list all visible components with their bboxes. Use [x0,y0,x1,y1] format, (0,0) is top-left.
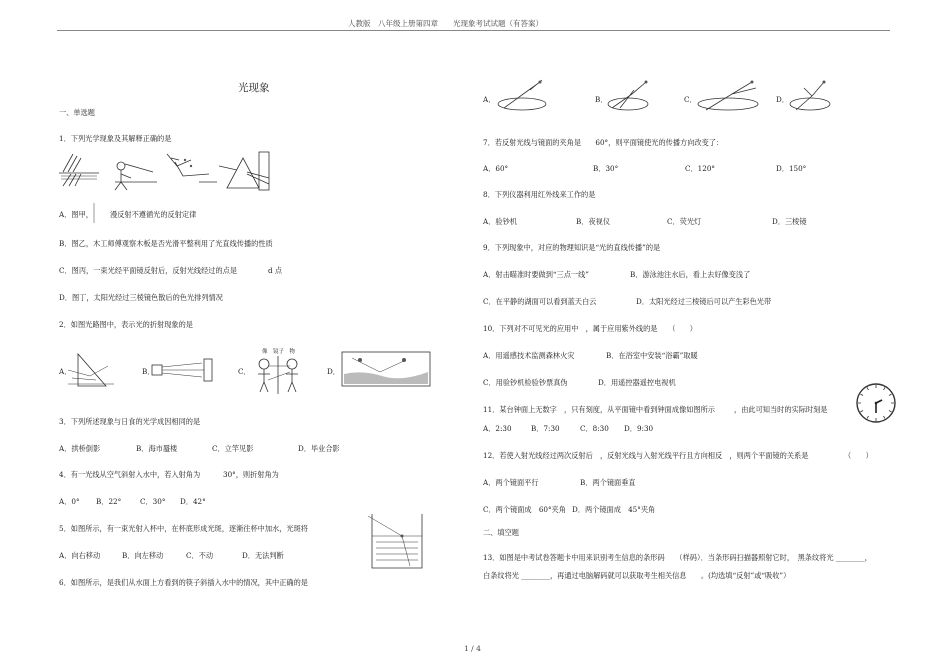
q6-option-d: D． [776,95,789,104]
q4-option-b: B．22° [96,497,122,506]
q5-option-a: A．向右移动 [59,551,101,560]
q10-option-d: D．用遥控器遥控电视机 [598,378,676,387]
q1-option-c-post: d 点 [268,266,283,275]
q13-line2: 白条纹将光 ________，再通过电脑解码就可以获取考生相关信息 。(均选填“反射”或“吸收”） [483,571,791,580]
q2-option-a: A． [59,367,72,376]
q7-option-b: B．30° [593,164,619,173]
q6-option-a: A． [483,95,496,104]
q10-option-a: A．用遥感技术监测森林火灾 [483,351,575,360]
q5-stem: 5．如图所示，有一束光射入杯中，在杯底形成光斑，逐渐往杯中加水，光斑将 [59,524,308,533]
q9-option-b: B．游泳池注水后，看上去好像变浅了 [630,270,751,279]
q5-option-b: B．向左移动 [122,551,164,560]
q7-stem: 7．若反射光线与镜面的夹角是 60°，则平面镜使光的传播方向改变了： [483,138,724,147]
q1-option-b: B．图乙，木工师傅观察木板是否光滑平整利用了光直线传播的性质 [59,239,273,248]
q9-stem: 9．下列现象中，对应的物理知识是“光的直线传播”的是 [483,243,661,252]
page-header: 人教版 八年级上册第四章 光现象考试试题（有答案） [348,19,543,28]
q10-option-c: C．用验钞机检验钞票真伪 [483,378,568,387]
q1-option-c-pre: C．图丙，一束光经平面镜反射后，反射光线经过的点是 [59,266,238,275]
q9-option-a: A．射击瞄准时要做到“三点一线” [483,270,589,279]
q11-stem-b: ，由此可知当时的实际时刻是 [734,405,828,414]
q12-stem-a: 12．若使入射光线经过两次反射后 ，反射光线与入射光线平行且方向相反 ，则两个平面镜的关系是 [483,451,809,460]
q3-stem: 3．下列所述现象与日食的光学成因相同的是 [59,417,201,426]
q12-option-d: D．两个镜面成 45°夹角 [572,505,656,514]
q6-option-a-figure [496,78,552,114]
section-single-choice: 一、单选题 [59,108,95,117]
q1-option-a-figure [92,203,108,223]
q1-fig-ding [219,152,269,190]
q12-option-b: B．两个镜面垂直 [580,478,636,487]
q4-option-a: A．0° [59,497,80,506]
q1-figure [59,152,271,190]
q2-option-c-label: 像 镜子 物 [262,349,296,355]
q2-option-c-figure [250,354,306,394]
q12-option-c: C．两个镜面成 60°夹角 [483,505,566,514]
q10-stem: 10．下列对不可见光的应用中 ，属于应用紫外线的是 （ ） [483,324,697,333]
q2-option-b-figure [150,359,220,383]
q1-fig-jia [59,154,99,186]
q5-option-c: C．不动 [186,551,214,560]
section-fill-blank: 二、填空题 [483,528,519,537]
q8-stem: 8．下列仪器利用红外线来工作的是 [483,190,596,199]
q1-option-a-pre: A．图甲， [59,210,93,219]
q1-fig-bing [167,154,217,182]
q4-stem-b: 30°，则折射角为 [223,470,279,479]
q1-stem: 1．下列光学现象及其解释正确的是 [59,134,172,143]
q5-option-d: D．无法判断 [242,551,284,560]
q2-option-d: D． [327,367,340,376]
q2-option-a-figure [68,352,116,388]
q11-option-a: A．2:30 [483,424,512,433]
q4-option-d: D．42° [180,497,206,506]
q10-option-b: B．在浴室中安装“浴霸”取暖 [606,351,698,360]
q6-option-b: B． [595,95,608,104]
q6-option-c: C． [684,95,697,104]
clock-face-figure [855,382,897,424]
q5-figure [368,508,428,570]
q1-option-a-post: 漫反射不遵循光的反射定律 [110,210,197,219]
q8-option-d: D．三棱镜 [772,217,807,226]
q6-option-b-figure [606,78,652,114]
q8-option-c: C．荧光灯 [667,217,702,226]
q7-option-a: A．60° [483,164,509,173]
q11-option-b: B．7:30 [531,424,560,433]
q11-stem-a: 11．某台钟面上无数字 ，只有刻度，从平面镜中看到钟面成像如图所示 [483,405,715,414]
header-rule [57,30,890,31]
q3-option-a: A．拱桥倒影 [59,444,101,453]
q13-line1: 13．如图是中考试卷答题卡中用来识别考生信息的条形码 （样码）．当条形码扫描器照射它时， 黑条纹将光 ________， [483,553,872,562]
q12-stem-b: （ ） [844,451,873,460]
q3-option-c: C．立竿见影 [212,444,254,453]
q12-option-a: A．两个镜面平行 [483,478,539,487]
q6-option-d-figure [788,78,834,114]
q4-option-c: C．30° [140,497,166,506]
page-title: 光现象 [238,82,270,94]
q6-option-c-figure [696,78,762,114]
q1-option-d: D．图丁，太阳光经过三棱镜色散后的色光排列情况 [59,293,223,302]
q11-option-d: D．9:30 [624,424,654,433]
q1-fig-yi [115,162,157,190]
q8-option-b: B．夜视仪 [576,217,611,226]
q2-stem: 2．如图光路图中，表示光的折射现象的是 [59,320,193,329]
q2-option-c: C． [238,367,251,376]
q3-option-d: D．毕业合影 [298,444,340,453]
q7-option-c: C．120° [685,164,715,173]
page-footer: 1 / 4 [464,644,481,653]
q8-option-a: A．验钞机 [483,217,517,226]
q9-option-c: C．在平静的湖面可以看到蓝天白云 [483,297,597,306]
q9-option-d: D．太阳光经过三棱镜后可以产生彩色光带 [636,297,772,306]
q11-option-c: C．8:30 [580,424,609,433]
q6-stem: 6．如图所示，是我们从水面上方看到的筷子斜插入水中的情况，其中正确的是 [59,578,308,587]
q3-option-b: B．海市蜃楼 [136,444,178,453]
q4-stem-a: 4．有一光线从空气斜射入水中，若入射角为 [59,470,201,479]
q2-option-b: B． [142,367,155,376]
q2-option-d-figure [342,352,432,388]
q7-option-d: D．150° [776,164,807,173]
